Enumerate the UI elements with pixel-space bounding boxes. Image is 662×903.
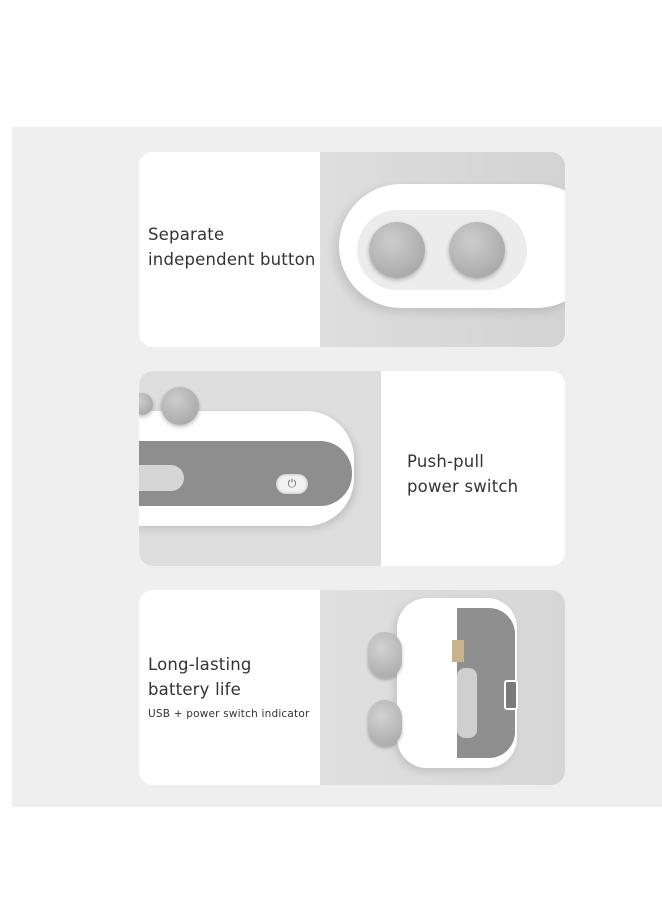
device-hinge [452,640,464,662]
device-slot [457,668,477,738]
power-switch [276,474,308,494]
power-icon: ⏻ [287,477,297,490]
usb-port-icon [504,680,518,710]
device-button-bottom [368,700,402,746]
feature-card-battery [139,590,565,785]
device-button-right [449,222,505,278]
caption-line-1: Long-lasting [148,655,252,674]
caption-line-2: independent button [148,250,316,269]
feature-caption [148,222,316,272]
feature-subcaption: USB + power switch indicator [148,708,310,720]
device-button-top [368,632,402,678]
caption-line-2: power switch [407,477,519,496]
caption-line-1: Push-pull [407,452,485,471]
caption-line-1: Separate [148,225,225,244]
feature-caption [407,449,518,499]
feature-caption [148,652,252,702]
device-button [161,387,199,425]
device-button-left [369,222,425,278]
device-slot [139,465,184,491]
feature-card-buttons [139,152,565,347]
feature-card-switch [139,371,565,566]
caption-line-2: battery life [148,680,241,699]
